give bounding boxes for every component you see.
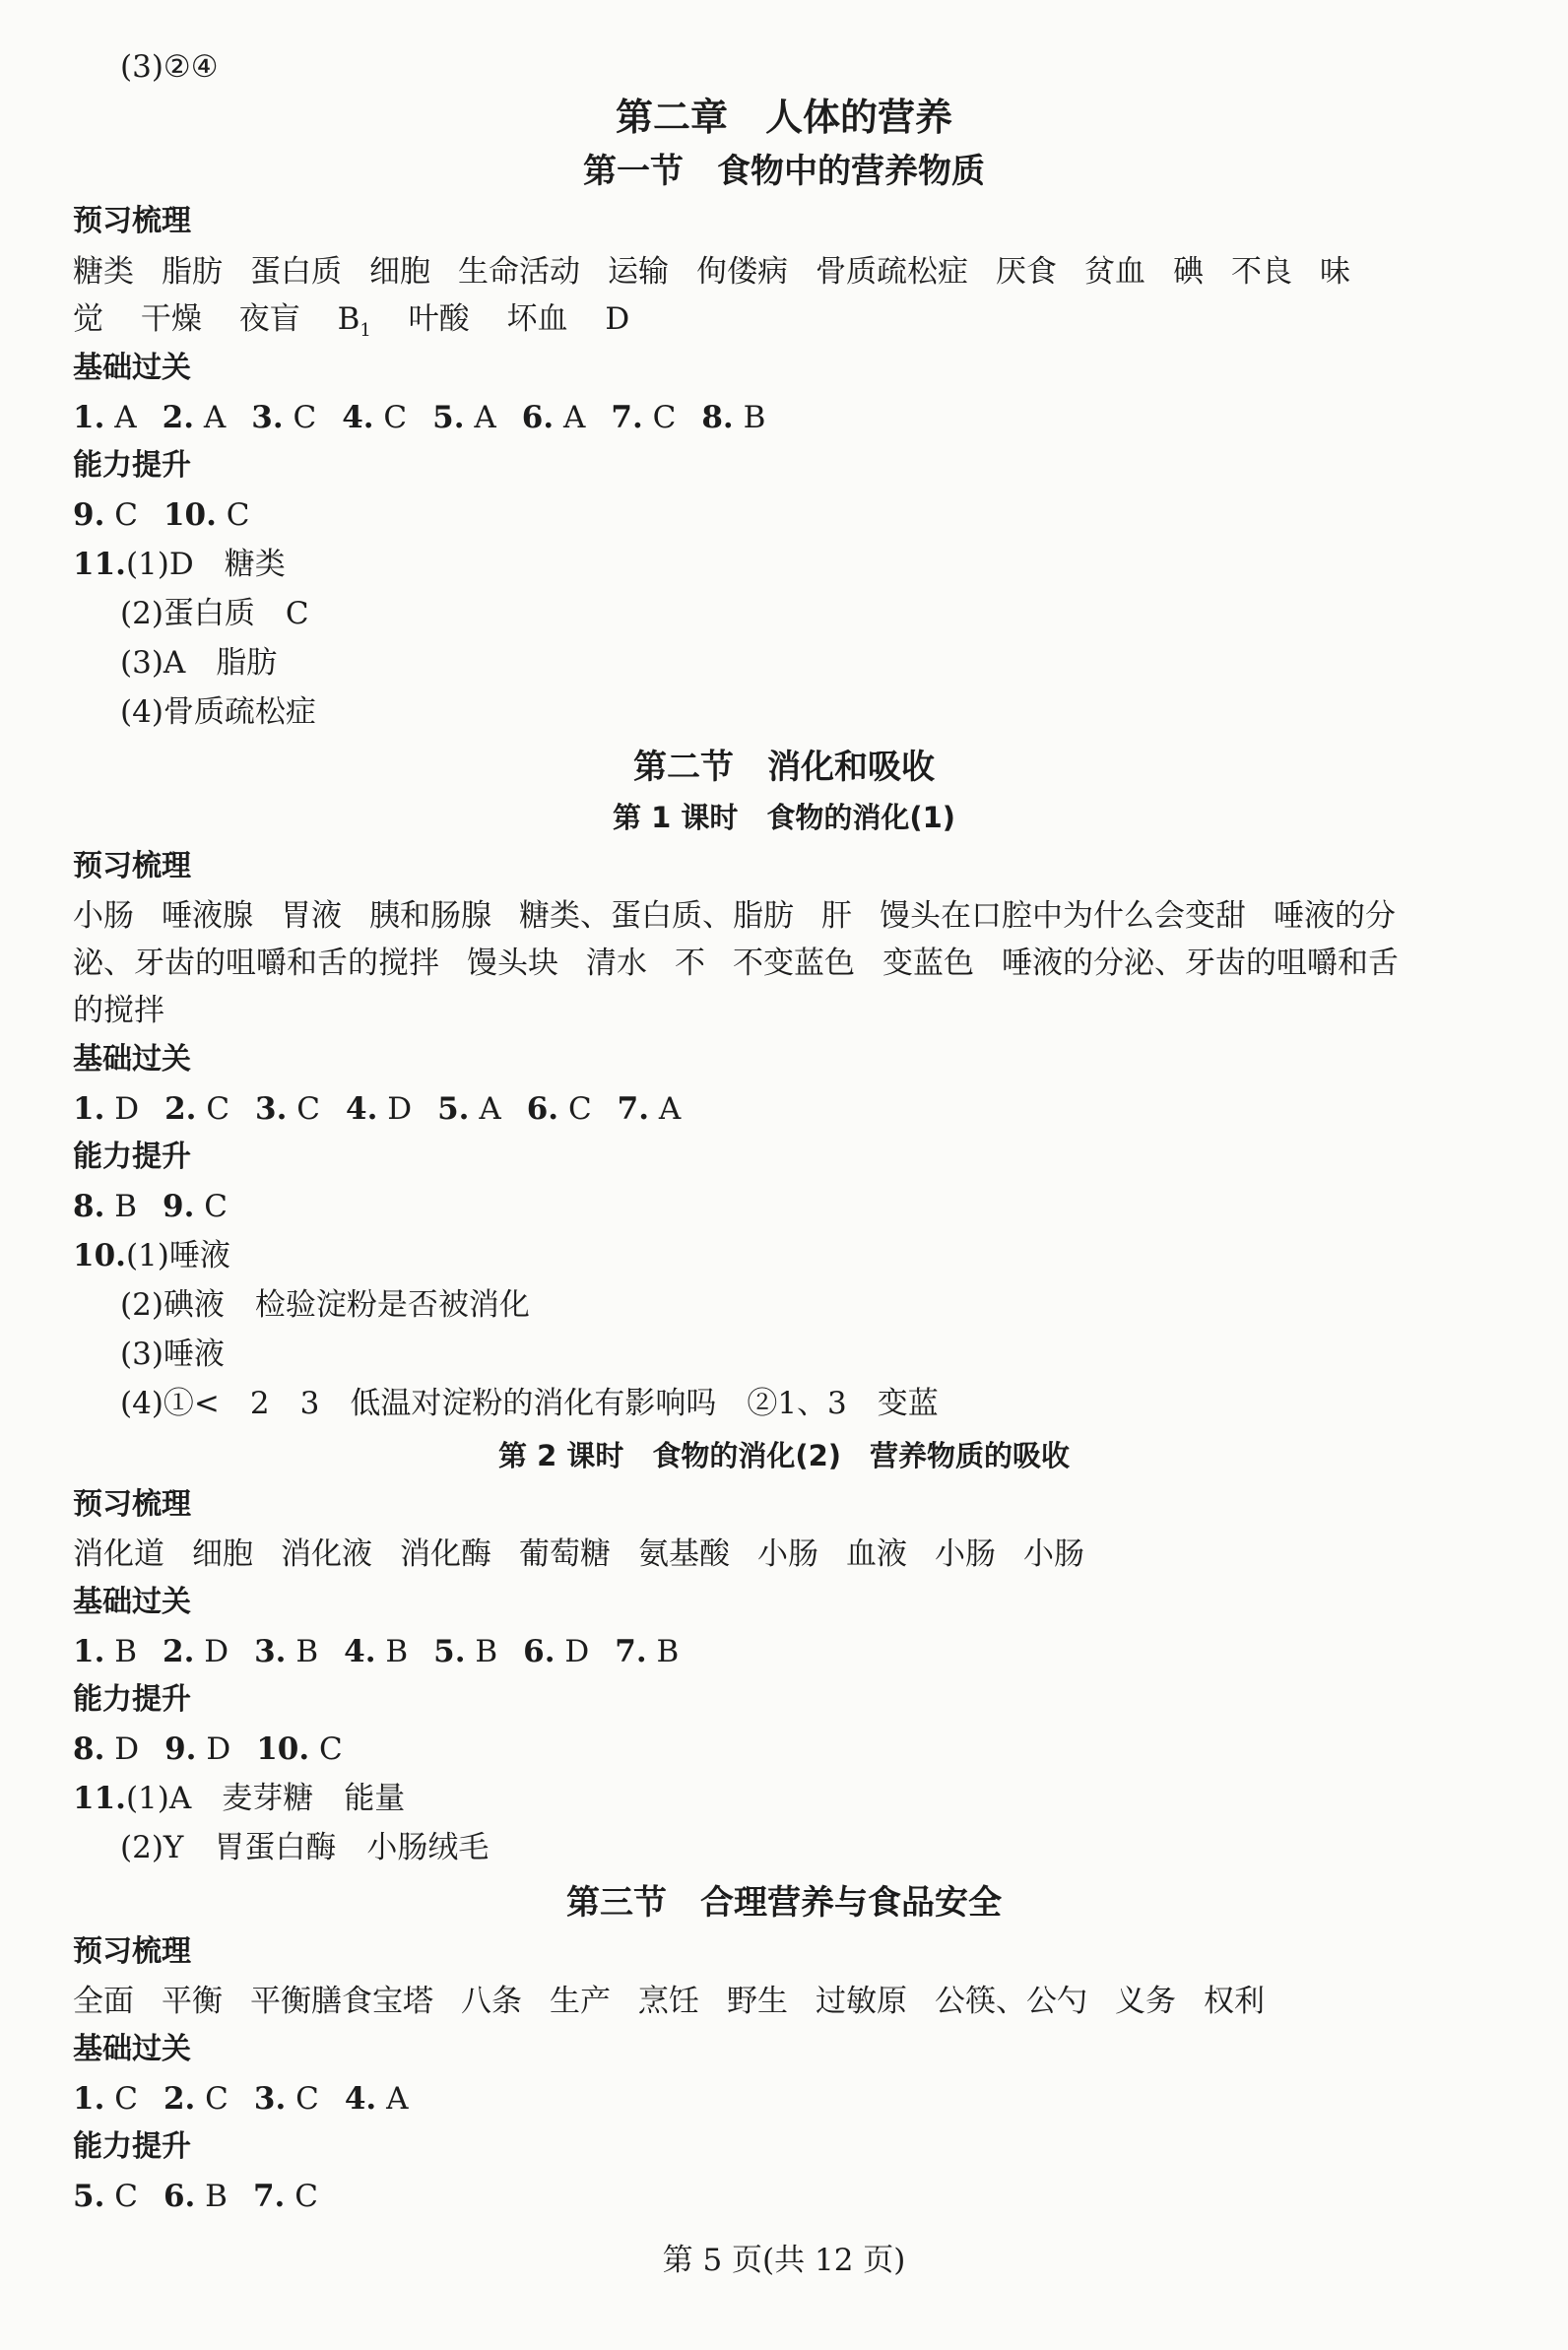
s2-preview-line-2 bbox=[73, 944, 1399, 983]
text: 觉 bbox=[73, 301, 103, 337]
question-number: 6. bbox=[526, 1091, 559, 1127]
text: (1)D 糖类 bbox=[125, 547, 286, 582]
question-number: 10. bbox=[256, 1731, 310, 1767]
blank-answer: 细胞 bbox=[369, 254, 430, 290]
blank-answer: 胰和肠腺 bbox=[369, 898, 491, 934]
s3-preview-heading: 预习梳理 bbox=[73, 1934, 191, 1969]
answer-item bbox=[163, 2079, 229, 2119]
s2-preview-line-1 bbox=[73, 896, 1396, 936]
s1-preview-line-2 bbox=[73, 299, 629, 351]
question-number: 6. bbox=[163, 2179, 196, 2214]
blank-answer: 消化道 bbox=[73, 1536, 164, 1572]
text: B bbox=[337, 301, 360, 337]
s2-q11-line-1 bbox=[73, 1779, 405, 1818]
answer-letter: C bbox=[286, 2081, 319, 2117]
s2-l2-ability-heading: 能力提升 bbox=[73, 1682, 191, 1717]
answer-letter: B bbox=[733, 400, 766, 435]
blank-answer: 公筷、公勺 bbox=[935, 1984, 1087, 2019]
question-number: 7. bbox=[615, 1634, 647, 1669]
s2-l2-ability-answers bbox=[73, 1730, 368, 1769]
question-number: 1. bbox=[73, 1634, 105, 1669]
question-number: 2. bbox=[162, 400, 194, 435]
s1-ability-answers bbox=[73, 495, 275, 535]
text: D bbox=[605, 301, 630, 337]
question-number: 8. bbox=[73, 1189, 105, 1224]
question-number: 9. bbox=[164, 1731, 197, 1767]
text: 叶酸 bbox=[408, 301, 470, 337]
answer-letter: C bbox=[216, 497, 250, 533]
blank-answer: 骨质疏松症 bbox=[816, 254, 968, 290]
answer-letter: C bbox=[285, 2179, 318, 2214]
s2-preview-line-3: 的搅拌 bbox=[73, 993, 164, 1028]
answer-item bbox=[73, 495, 138, 535]
answer-letter: C bbox=[104, 2081, 138, 2117]
answer-letter: A bbox=[376, 2081, 409, 2117]
answer-item bbox=[163, 1632, 229, 1671]
question-number: 6. bbox=[523, 1634, 555, 1669]
answer-item bbox=[346, 1089, 412, 1129]
blank-answer: 葡萄糖 bbox=[519, 1536, 611, 1572]
answer-item bbox=[345, 2079, 409, 2119]
s3-basic-answers bbox=[73, 2079, 433, 2119]
subscript: 1 bbox=[359, 320, 371, 342]
question-number: 7. bbox=[611, 400, 643, 435]
blank-answer: 泌、牙齿的咀嚼和舌的搅拌 bbox=[73, 946, 439, 981]
answer-letter: C bbox=[104, 2179, 138, 2214]
s1-q11-line-2: (2)蛋白质 C bbox=[120, 596, 309, 631]
answer-letter: B bbox=[286, 1634, 319, 1669]
blank-answer: 小肠 bbox=[935, 1536, 996, 1572]
answer-letter: C bbox=[104, 497, 138, 533]
question-number: 11. bbox=[73, 1781, 126, 1816]
answer-item bbox=[522, 398, 586, 437]
answer-item bbox=[433, 1632, 497, 1671]
answer-item bbox=[163, 1187, 228, 1226]
answer-letter: A bbox=[554, 400, 586, 435]
answer-item bbox=[256, 1730, 343, 1769]
answer-item bbox=[164, 1730, 230, 1769]
answer-item bbox=[611, 398, 676, 437]
blank-answer: 唾液的分泌、牙齿的咀嚼和舌 bbox=[1002, 946, 1399, 981]
blank-answer: 糖类 bbox=[73, 254, 134, 290]
question-number: 7. bbox=[617, 1091, 650, 1127]
question-number: 5. bbox=[433, 1634, 466, 1669]
s1-preview-line-1 bbox=[73, 252, 1350, 292]
lesson-1-title: 第 1 课时 食物的消化(1) bbox=[612, 801, 956, 834]
blank-answer: 馒头在口腔中为什么会变甜 bbox=[880, 898, 1246, 934]
answer-item bbox=[253, 2177, 318, 2216]
s3-ability-heading: 能力提升 bbox=[73, 2129, 191, 2164]
blank-answer: 唾液腺 bbox=[162, 898, 253, 934]
s2-basic-heading: 基础过关 bbox=[73, 1042, 191, 1077]
blank-answer: 馒头块 bbox=[467, 946, 558, 981]
section-2-title: 第二节 消化和吸收 bbox=[633, 748, 935, 787]
answer-letter: B bbox=[375, 1634, 409, 1669]
blank-answer: 唾液的分 bbox=[1274, 898, 1396, 934]
blank-answer: 小肠 bbox=[757, 1536, 818, 1572]
blank-answer: 消化酶 bbox=[400, 1536, 491, 1572]
question-number: 3. bbox=[255, 1091, 288, 1127]
question-number: 1. bbox=[73, 2081, 105, 2117]
answer-letter: D bbox=[377, 1091, 413, 1127]
answer-item bbox=[701, 398, 765, 437]
answer-item bbox=[163, 398, 227, 437]
answer-item bbox=[342, 398, 407, 437]
answer-letter: C bbox=[642, 400, 677, 435]
answer-item bbox=[618, 1089, 682, 1129]
s1-q11-line-1 bbox=[73, 545, 286, 584]
blank-answer: 佝偻病 bbox=[696, 254, 788, 290]
answer-letter: B bbox=[195, 2179, 228, 2214]
blank-answer: 平衡膳食宝塔 bbox=[250, 1984, 433, 2019]
s2-q10-line-1 bbox=[73, 1236, 230, 1275]
blank-answer: 细胞 bbox=[192, 1536, 253, 1572]
s2-q10-line-2: (2)碘液 检验淀粉是否被消化 bbox=[120, 1287, 530, 1323]
answer-item bbox=[254, 2079, 319, 2119]
s1-preview-heading: 预习梳理 bbox=[73, 204, 191, 238]
question-number: 9. bbox=[163, 1189, 195, 1224]
s3-ability-answers bbox=[73, 2177, 344, 2216]
text: 坏血 bbox=[506, 301, 568, 337]
s1-q11-line-3: (3)A 脂肪 bbox=[120, 645, 278, 681]
answer-item bbox=[73, 1187, 137, 1226]
text: (1)A 麦芽糖 能量 bbox=[125, 1781, 406, 1816]
answer-letter: D bbox=[196, 1731, 231, 1767]
blank-answer: 义务 bbox=[1115, 1984, 1176, 2019]
question-number: 11. bbox=[73, 547, 126, 582]
blank-answer: 贫血 bbox=[1084, 254, 1145, 290]
blank-answer: 不变蓝色 bbox=[733, 946, 855, 981]
s1-ability-heading: 能力提升 bbox=[73, 448, 191, 483]
blank-answer: 小肠 bbox=[73, 898, 134, 934]
answer-letter: C bbox=[194, 1189, 228, 1224]
blank-answer: 血液 bbox=[846, 1536, 907, 1572]
answer-item bbox=[163, 2177, 228, 2216]
blank-answer: 八条 bbox=[461, 1984, 522, 2019]
page-footer: 第 5 页(共 12 页) bbox=[662, 2243, 906, 2278]
s3-preview-line bbox=[73, 1982, 1265, 2021]
blank-answer: 氨基酸 bbox=[638, 1536, 730, 1572]
blank-answer: 肝 bbox=[821, 898, 852, 934]
question-number: 5. bbox=[432, 400, 465, 435]
answer-item bbox=[164, 1089, 229, 1129]
s2-q10-line-4: (4)①< 2 3 低温对淀粉的消化有影响吗 ②1、3 变蓝 bbox=[120, 1386, 939, 1421]
blank-answer: 清水 bbox=[586, 946, 647, 981]
answer-letter: D bbox=[555, 1634, 590, 1669]
answer-item bbox=[73, 1730, 139, 1769]
answer-letter: D bbox=[104, 1731, 140, 1767]
blank-answer: 过敏原 bbox=[816, 1984, 907, 2019]
answer-item bbox=[251, 398, 316, 437]
question-number: 10. bbox=[163, 497, 217, 533]
answer-item bbox=[615, 1632, 679, 1671]
blank-answer: 碘 bbox=[1173, 254, 1204, 290]
question-number: 7. bbox=[252, 2179, 286, 2214]
blank-answer: 不良 bbox=[1231, 254, 1292, 290]
s2-basic-answers bbox=[73, 1089, 706, 1129]
blank-answer: 厌食 bbox=[996, 254, 1057, 290]
answer-item bbox=[432, 398, 496, 437]
answer-letter: B bbox=[104, 1634, 138, 1669]
question-number: 6. bbox=[521, 400, 555, 435]
question-number: 1. bbox=[73, 400, 105, 435]
answer-item bbox=[527, 1089, 592, 1129]
answer-letter: A bbox=[104, 400, 137, 435]
blank-answer: 味 bbox=[1320, 254, 1350, 290]
blank-answer: 运输 bbox=[608, 254, 669, 290]
answer-item bbox=[73, 1089, 139, 1129]
answer-item bbox=[255, 1089, 320, 1129]
question-number: 3. bbox=[253, 2081, 287, 2117]
question-number: 4. bbox=[344, 1634, 376, 1669]
question-number: 10. bbox=[73, 1238, 126, 1273]
lesson-2-title: 第 2 课时 食物的消化(2) 营养物质的吸收 bbox=[497, 1439, 1071, 1472]
answer-item bbox=[437, 1089, 501, 1129]
s2-l2-preview-heading: 预习梳理 bbox=[73, 1487, 191, 1522]
s2-q11-line-2: (2)Y 胃蛋白酶 小肠绒毛 bbox=[120, 1830, 490, 1865]
s2-l2-basic-heading: 基础过关 bbox=[73, 1585, 191, 1619]
question-number: 4. bbox=[342, 400, 374, 435]
answer-letter: D bbox=[104, 1091, 140, 1127]
s2-l2-preview-line bbox=[73, 1534, 1084, 1574]
section-3-title: 第三节 合理营养与食品安全 bbox=[566, 1883, 1002, 1923]
blank-answer: 变蓝色 bbox=[882, 946, 974, 981]
blank-answer: 生产 bbox=[550, 1984, 611, 2019]
section-1-title: 第一节 食物中的营养物质 bbox=[583, 152, 985, 191]
question-number: 2. bbox=[164, 1091, 197, 1127]
blank-answer: 平衡 bbox=[162, 1984, 223, 2019]
answer-item bbox=[73, 2177, 138, 2216]
answer-letter: C bbox=[196, 1091, 230, 1127]
s2-ability-heading: 能力提升 bbox=[73, 1140, 191, 1174]
question-number: 4. bbox=[344, 2081, 377, 2117]
answer-item bbox=[73, 2079, 138, 2119]
text: 夜盲 bbox=[238, 301, 300, 337]
question-number: 8. bbox=[701, 400, 734, 435]
blank-answer: 生命活动 bbox=[458, 254, 580, 290]
question-number: 3. bbox=[251, 400, 284, 435]
s2-ability-answers bbox=[73, 1187, 253, 1226]
s2-preview-heading: 预习梳理 bbox=[73, 849, 191, 883]
answer-item bbox=[254, 1632, 318, 1671]
answer-letter: A bbox=[469, 1091, 501, 1127]
text: (1)唾液 bbox=[125, 1238, 230, 1273]
answer-item bbox=[73, 1632, 137, 1671]
blank-answer: 小肠 bbox=[1023, 1536, 1084, 1572]
carryover-answer: (3)②④ bbox=[120, 49, 219, 85]
blank-answer: 胃液 bbox=[281, 898, 342, 934]
question-number: 9. bbox=[73, 497, 105, 533]
answer-letter: A bbox=[194, 400, 227, 435]
s3-basic-heading: 基础过关 bbox=[73, 2032, 191, 2066]
s1-q11-line-4: (4)骨质疏松症 bbox=[120, 694, 316, 730]
s1-basic-answers bbox=[73, 398, 791, 437]
question-number: 2. bbox=[163, 1634, 195, 1669]
blank-answer: 烹饪 bbox=[638, 1984, 699, 2019]
blank-answer: 蛋白质 bbox=[250, 254, 342, 290]
chapter-title: 第二章 人体的营养 bbox=[615, 96, 952, 139]
blank-answer: 全面 bbox=[73, 1984, 134, 2019]
blank-answer: 权利 bbox=[1204, 1984, 1265, 2019]
answer-letter: C bbox=[283, 400, 317, 435]
answer-item bbox=[163, 495, 250, 535]
text: 干燥 bbox=[140, 301, 202, 337]
s2-q10-line-3: (3)唾液 bbox=[120, 1337, 225, 1372]
answer-letter: B bbox=[104, 1189, 138, 1224]
answer-item bbox=[344, 1632, 408, 1671]
question-number: 5. bbox=[73, 2179, 105, 2214]
answer-letter: A bbox=[464, 400, 496, 435]
answer-item bbox=[523, 1632, 589, 1671]
question-number: 5. bbox=[437, 1091, 470, 1127]
blank-answer: 不 bbox=[675, 946, 705, 981]
answer-letter: B bbox=[465, 1634, 498, 1669]
s2-l2-basic-answers bbox=[73, 1632, 704, 1671]
question-number: 3. bbox=[254, 1634, 287, 1669]
answer-letter: B bbox=[646, 1634, 680, 1669]
answer-letter: A bbox=[649, 1091, 682, 1127]
question-number: 8. bbox=[73, 1731, 105, 1767]
question-number: 1. bbox=[73, 1091, 105, 1127]
blank-answer: 糖类、蛋白质、脂肪 bbox=[519, 898, 794, 934]
question-number: 4. bbox=[346, 1091, 378, 1127]
question-number: 2. bbox=[163, 2081, 196, 2117]
blank-answer: 消化液 bbox=[281, 1536, 372, 1572]
answer-letter: C bbox=[309, 1731, 343, 1767]
answer-letter: C bbox=[287, 1091, 320, 1127]
answer-letter: C bbox=[373, 400, 408, 435]
blank-answer: 野生 bbox=[727, 1984, 788, 2019]
answer-letter: C bbox=[558, 1091, 592, 1127]
answer-item bbox=[73, 398, 137, 437]
blank-answer: 脂肪 bbox=[162, 254, 223, 290]
s1-basic-heading: 基础过关 bbox=[73, 351, 191, 385]
answer-letter: C bbox=[195, 2081, 229, 2117]
answer-letter: D bbox=[194, 1634, 229, 1669]
